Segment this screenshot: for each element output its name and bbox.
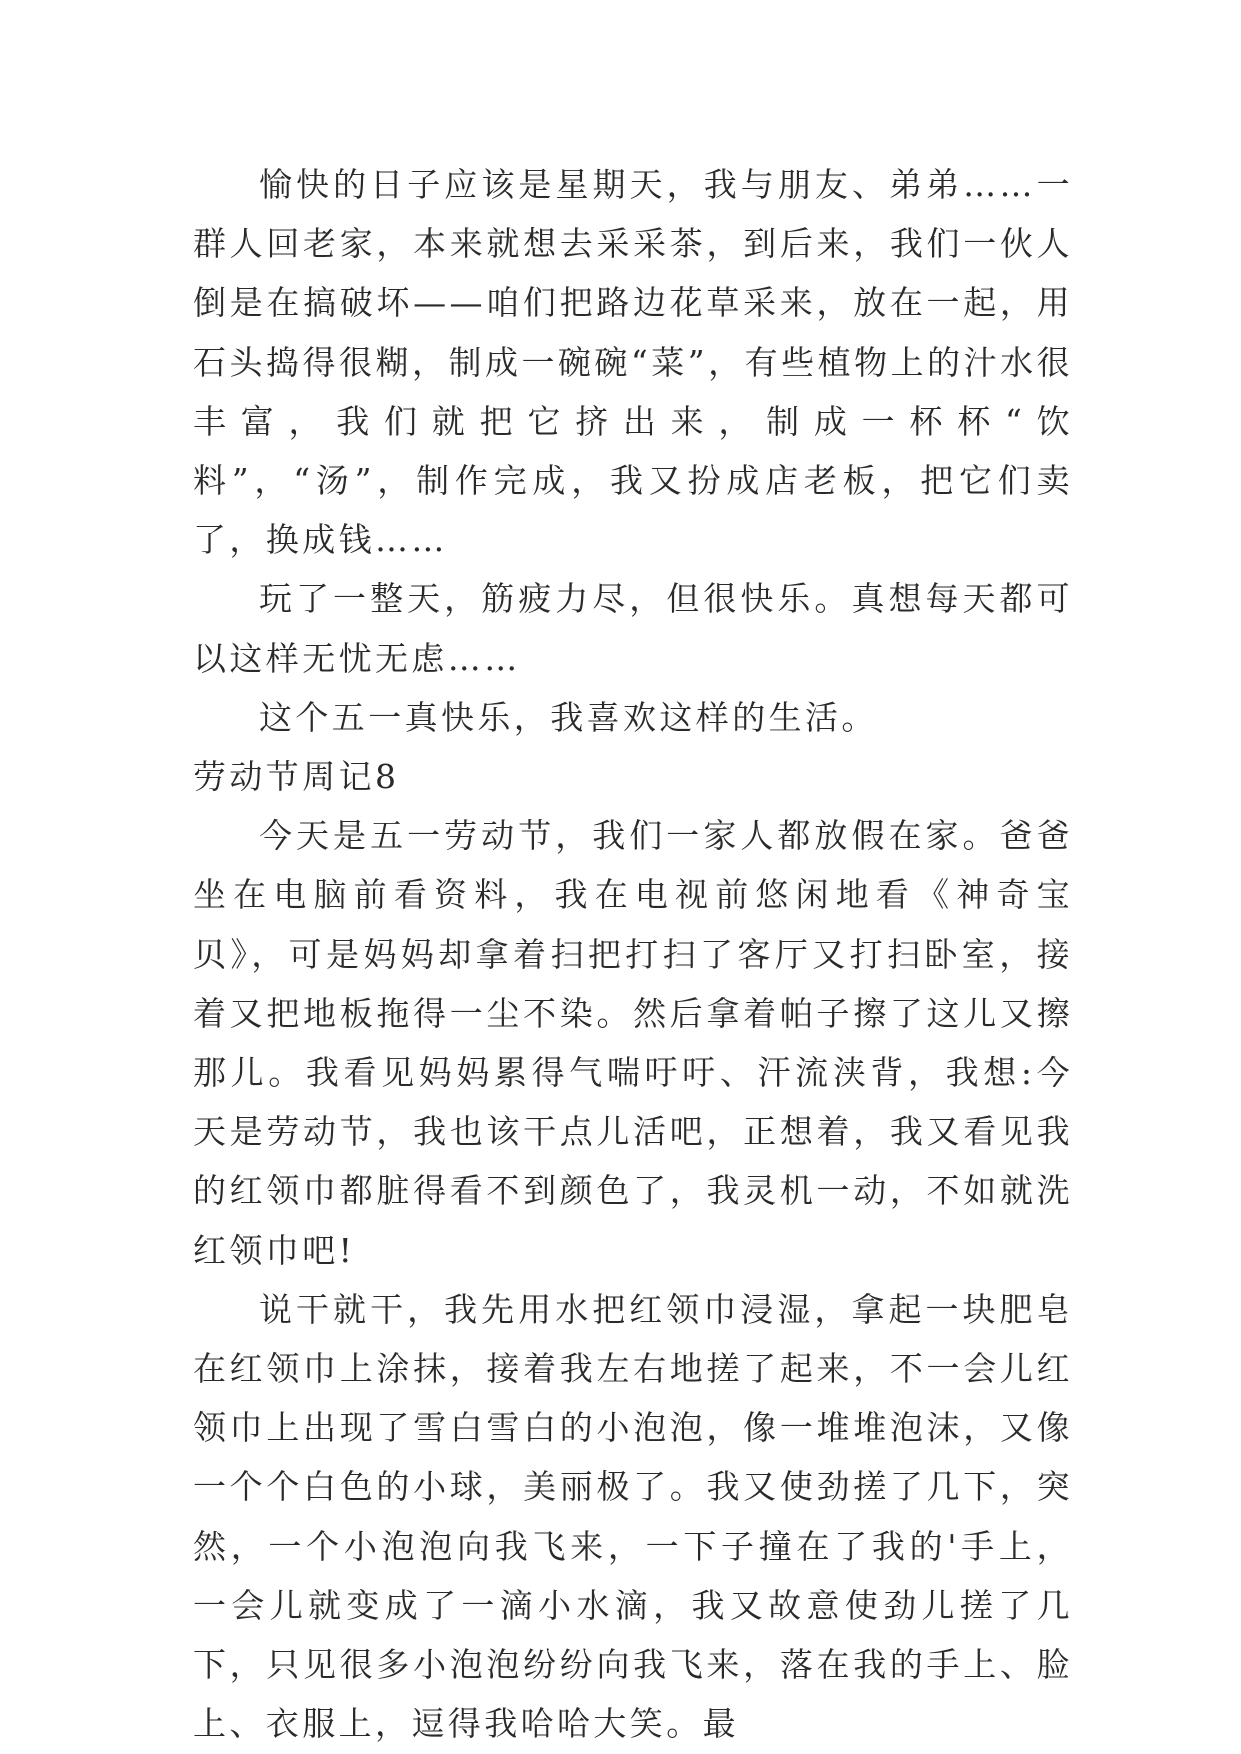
- section-heading: 劳动节周记8: [193, 757, 400, 797]
- paragraph: 今天是五一劳动节，我们一家人都放假在家。爸爸坐在电脑前看资料，我在电视前悠闲地看《神奇宝贝》，可是妈妈却拿着扫把打扫了客厅又打扫卧室，接着又把地板拖得一尘不染。然后拿着帕子擦了这儿又擦那儿。我看见妈妈累得气喘吁吁、汗流浃背，我想:今天是劳动节，我也该干点儿活吧，正想着，我又看见我的红领巾都脏得看不到颜色了，我灵机一动，不如就洗红领巾吧!: [193, 816, 1073, 1270]
- paragraph: 说干就干，我先用水把红领巾浸湿，拿起一块肥皂在红领巾上涂抹，接着我左右地搓了起来，不一会儿红领巾上出现了雪白雪白的小泡泡，像一堆堆泡沫，又像一个个白色的小球，美丽极了。我又使劲搓了几下，突然，一个小泡泡向我飞来，一下子撞在了我的'手上，一会儿就变成了一滴小水滴，我又故意使劲儿搓了几下，只见很多小泡泡纷纷向我飞来，落在我的手上、脸上、衣服上，逗得我哈哈大笑。最: [193, 1289, 1073, 1744]
- paragraph: 这个五一真快乐，我喜欢这样的生活。: [259, 697, 878, 737]
- document-body: [193, 155, 1073, 1753]
- paragraph: 愉快的日子应该是星期天，我与朋友、弟弟……一群人回老家，本来就想去采采茶，到后来，我们一伙人倒是在搞破坏——咱们把路边花草采来，放在一起，用石头捣得很糊，制成一碗碗“菜”，有些植物上的汁水很丰富，我们就把它挤出来，制成一杯杯“饮料”，“汤”，制作完成，我又扮成店老板，把它们卖了，换成钱……: [193, 165, 1073, 560]
- paragraph: 玩了一整天，筋疲力尽，但很快乐。真想每天都可以这样无忧无虑……: [193, 579, 1073, 678]
